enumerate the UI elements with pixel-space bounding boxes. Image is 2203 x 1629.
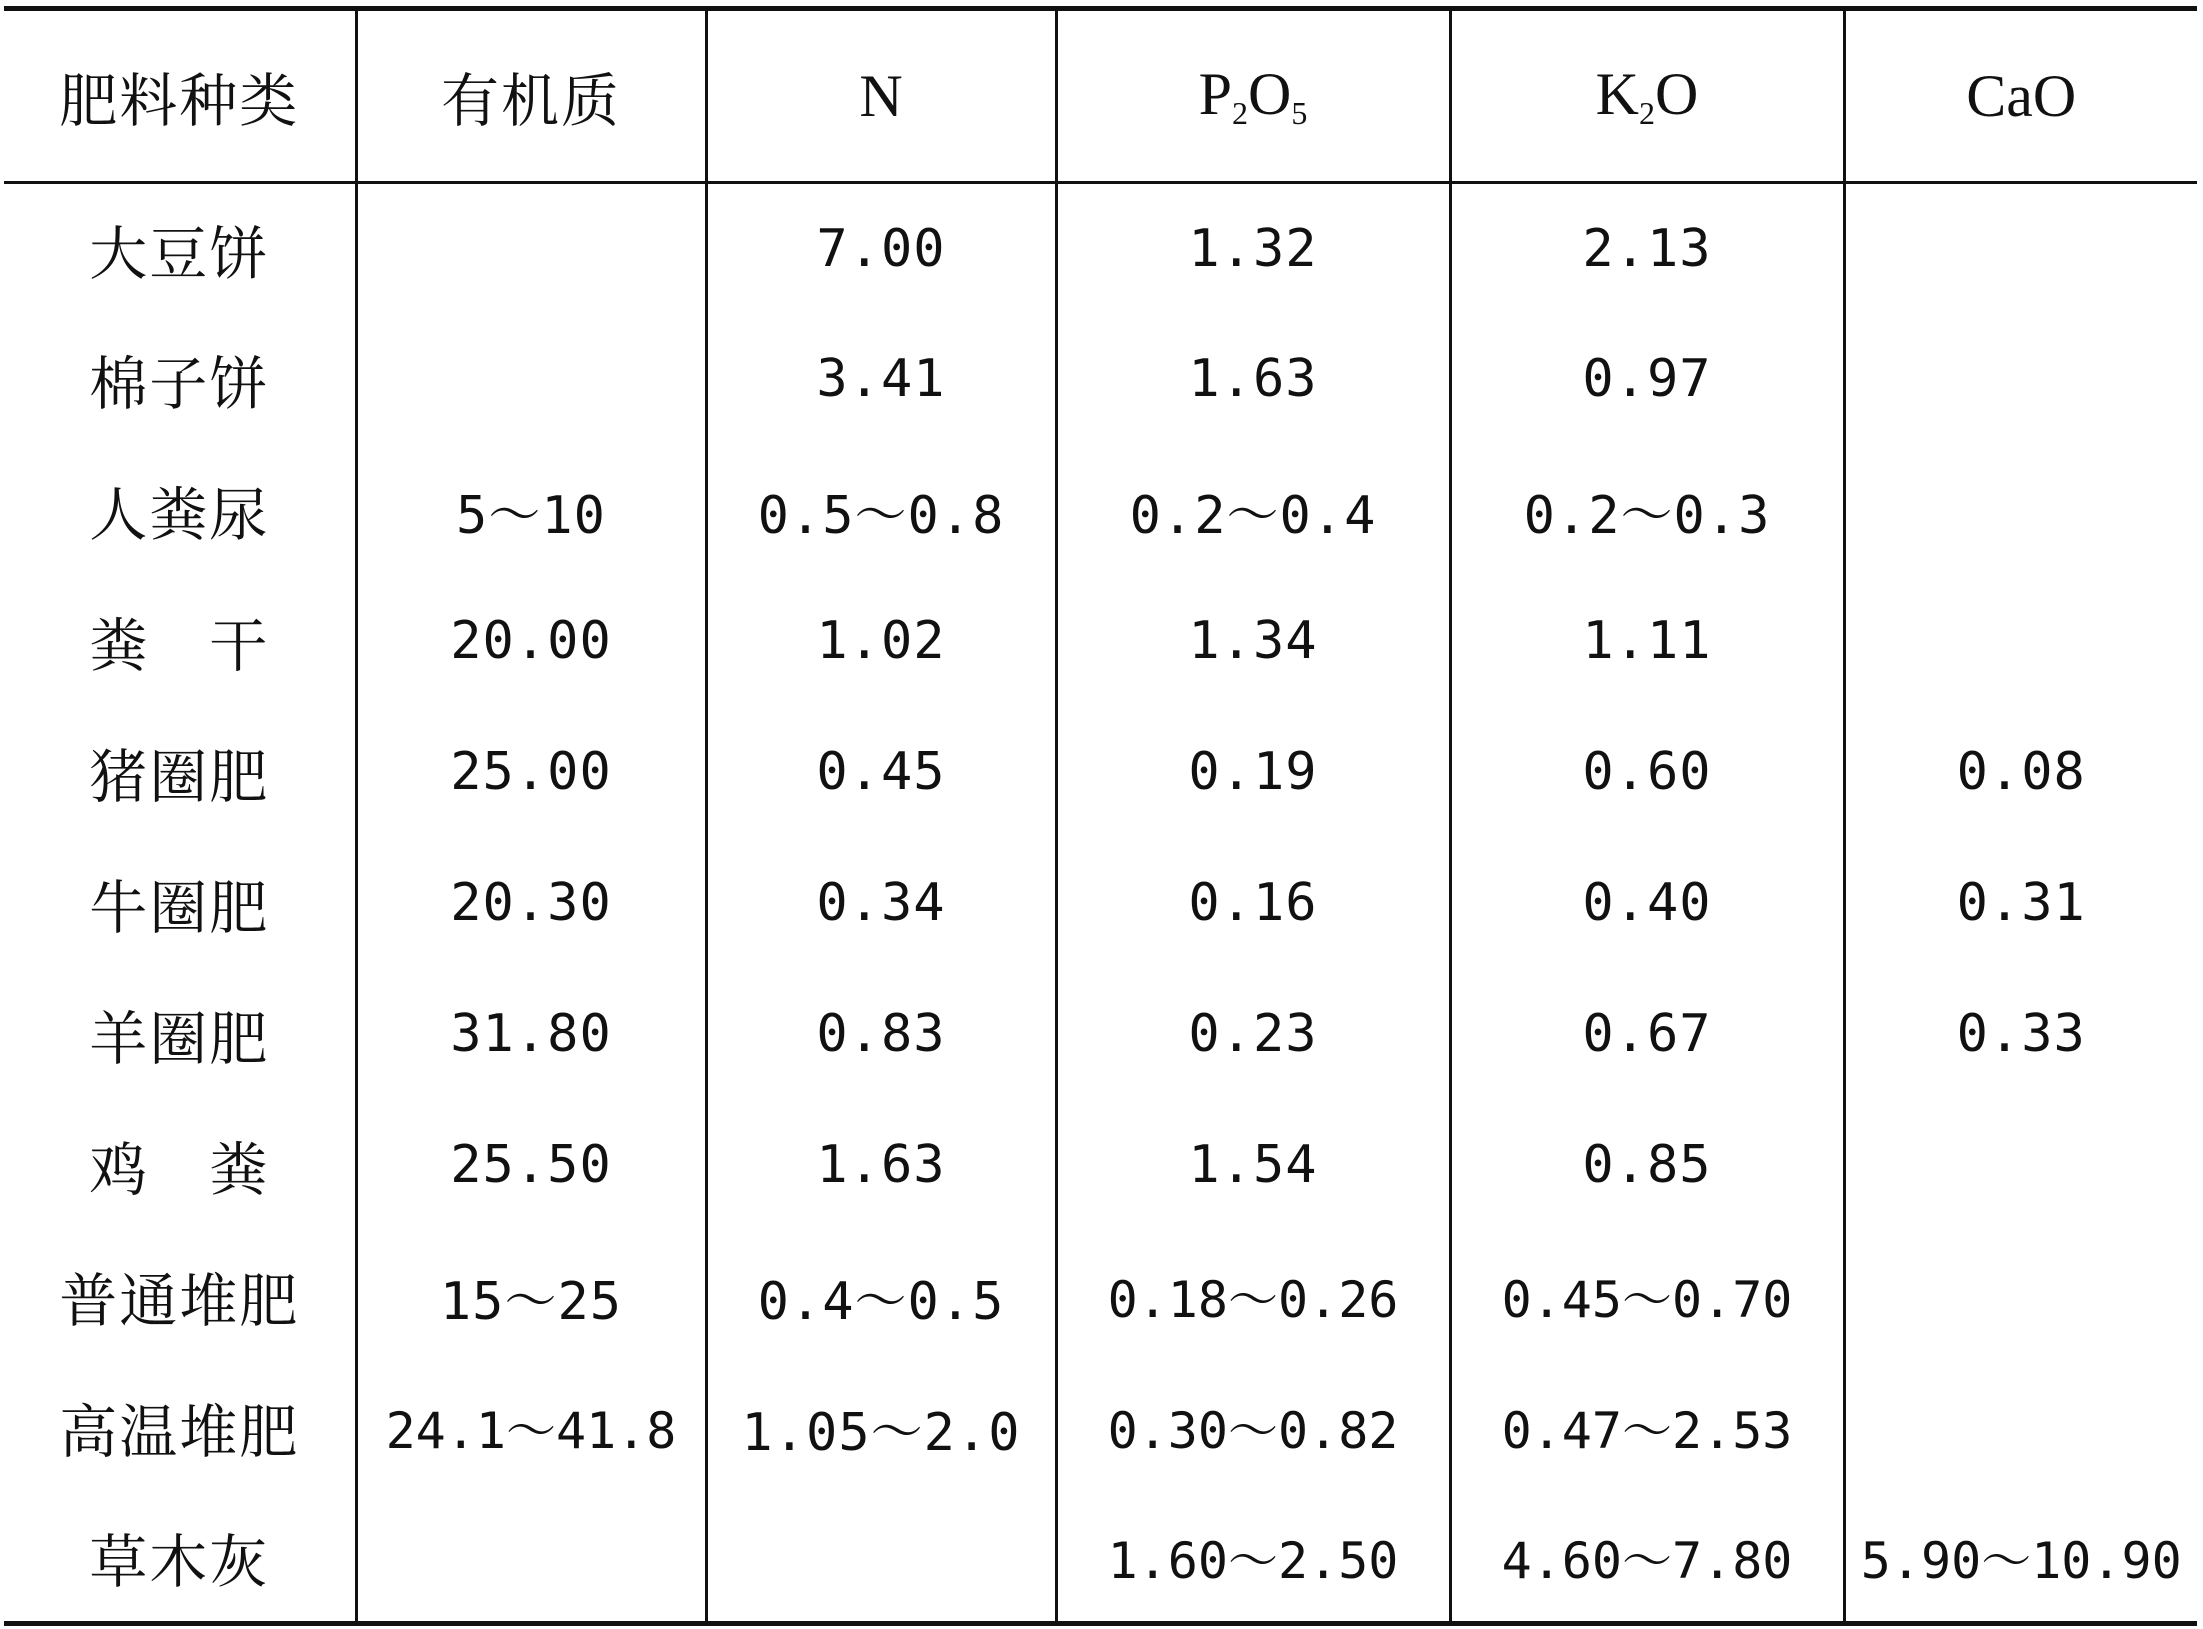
cell-n: 3.41: [706, 314, 1056, 445]
cell-k2o: 0.60: [1450, 707, 1844, 838]
header-label: 肥料种类: [59, 67, 300, 135]
table-row: [4, 314, 2197, 445]
table-body: [4, 183, 2197, 1624]
cell-k2o: 0.47～2.53: [1450, 1362, 1844, 1493]
cell-cao: [1844, 1362, 2197, 1493]
cell-cao: [1844, 1231, 2197, 1362]
table-row: [4, 183, 2197, 314]
cell-p2o5: 1.32: [1056, 183, 1450, 314]
header-subscript: 5: [1291, 95, 1308, 131]
fertilizer-nutrient-table-container: [4, 6, 2197, 1626]
header-subscript: 2: [1639, 95, 1655, 131]
cell-cao: 0.31: [1844, 838, 2197, 969]
cell-k2o: 0.67: [1450, 969, 1844, 1100]
cell-cao: 5.90～10.90: [1844, 1493, 2197, 1624]
table-row: [4, 1231, 2197, 1362]
header-subscript: 2: [1232, 95, 1249, 131]
table-row: [4, 969, 2197, 1100]
cell-k2o: 4.60～7.80: [1450, 1493, 1844, 1624]
cell-p2o5: 1.54: [1056, 1100, 1450, 1231]
cell-k2o: 0.40: [1450, 838, 1844, 969]
cell-p2o5: 0.23: [1056, 969, 1450, 1100]
cell-n: 1.05～2.0: [706, 1362, 1056, 1493]
cell-k2o: 0.45～0.70: [1450, 1231, 1844, 1362]
cell-n: 1.63: [706, 1100, 1056, 1231]
header-label-tail: O: [1248, 61, 1292, 127]
header-n: [706, 9, 1056, 183]
header-label: N: [859, 62, 903, 129]
cell-k2o: 1.11: [1450, 576, 1844, 707]
table-row: [4, 838, 2197, 969]
cell-fertilizer-type: 鸡 粪: [89, 1136, 270, 1204]
cell-p2o5: 0.30～0.82: [1056, 1362, 1450, 1493]
cell-fertilizer-type: 高温堆肥: [59, 1398, 300, 1466]
header-label-tail: O: [1655, 61, 1699, 127]
cell-cao: [1844, 1100, 2197, 1231]
cell-organic-matter: 24.1～41.8: [356, 1362, 706, 1493]
cell-organic-matter: 31.80: [356, 969, 706, 1100]
cell-p2o5: 1.34: [1056, 576, 1450, 707]
table-row: [4, 707, 2197, 838]
cell-p2o5: 0.18～0.26: [1056, 1231, 1450, 1362]
cell-fertilizer-type: 草木灰: [4, 1493, 356, 1624]
cell-organic-matter: [356, 314, 706, 445]
cell-cao: [1844, 576, 2197, 707]
cell-cao: [1844, 183, 2197, 314]
cell-k2o: 2.13: [1450, 183, 1844, 314]
cell-k2o: 0.85: [1450, 1100, 1844, 1231]
cell-n: 0.45: [706, 707, 1056, 838]
fertilizer-nutrient-table: [4, 6, 2197, 1626]
cell-fertilizer-type: 猪圈肥: [89, 743, 270, 811]
cell-organic-matter: 5～10: [356, 445, 706, 576]
cell-n: 1.02: [706, 576, 1056, 707]
cell-p2o5: 0.2～0.4: [1056, 445, 1450, 576]
cell-fertilizer-type: 普通堆肥: [59, 1267, 300, 1335]
table-row: [4, 1100, 2197, 1231]
table-row: [4, 576, 2197, 707]
header-k2o: [1450, 9, 1844, 183]
cell-k2o: 0.97: [1450, 314, 1844, 445]
cell-organic-matter: 15～25: [356, 1231, 706, 1362]
cell-n: [706, 1493, 1056, 1624]
header-p2o5: [1056, 9, 1450, 183]
header-row: [4, 9, 2197, 183]
cell-organic-matter: [356, 1493, 706, 1624]
cell-n: 0.5～0.8: [706, 445, 1056, 576]
cell-cao: 0.08: [1844, 707, 2197, 838]
cell-p2o5: 1.63: [1056, 314, 1450, 445]
cell-organic-matter: 20.00: [356, 576, 706, 707]
cell-n: 7.00: [706, 183, 1056, 314]
header-organic-matter: [356, 9, 706, 183]
cell-k2o: 0.2～0.3: [1450, 445, 1844, 576]
cell-fertilizer-type: 牛圈肥: [89, 874, 270, 942]
cell-n: 0.34: [706, 838, 1056, 969]
cell-p2o5: 0.16: [1056, 838, 1450, 969]
cell-n: 0.4～0.5: [706, 1231, 1056, 1362]
table-row: [4, 1493, 2197, 1624]
cell-cao: [1844, 445, 2197, 576]
header-label: P: [1198, 61, 1233, 127]
cell-organic-matter: 20.30: [356, 838, 706, 969]
header-fertilizer-type: [4, 9, 356, 183]
table-row: [4, 1362, 2197, 1493]
cell-p2o5: 1.60～2.50: [1056, 1493, 1450, 1624]
cell-cao: [1844, 314, 2197, 445]
header-label: 有机质: [440, 67, 621, 135]
cell-fertilizer-type: 大豆饼: [89, 219, 270, 288]
cell-organic-matter: 25.00: [356, 707, 706, 838]
cell-fertilizer-type: 棉子饼: [89, 350, 270, 418]
header-label: K: [1595, 61, 1639, 127]
cell-fertilizer-type: 粪 干: [89, 612, 270, 680]
cell-organic-matter: 25.50: [356, 1100, 706, 1231]
table-row: [4, 445, 2197, 576]
cell-fertilizer-type: 羊圈肥: [89, 1005, 270, 1073]
cell-organic-matter: [356, 183, 706, 314]
header-cao: [1844, 9, 2197, 183]
cell-cao: 0.33: [1844, 969, 2197, 1100]
cell-fertilizer-type: 人粪尿: [89, 481, 270, 549]
header-label: CaO: [1966, 62, 2077, 129]
cell-p2o5: 0.19: [1056, 707, 1450, 838]
cell-n: 0.83: [706, 969, 1056, 1100]
